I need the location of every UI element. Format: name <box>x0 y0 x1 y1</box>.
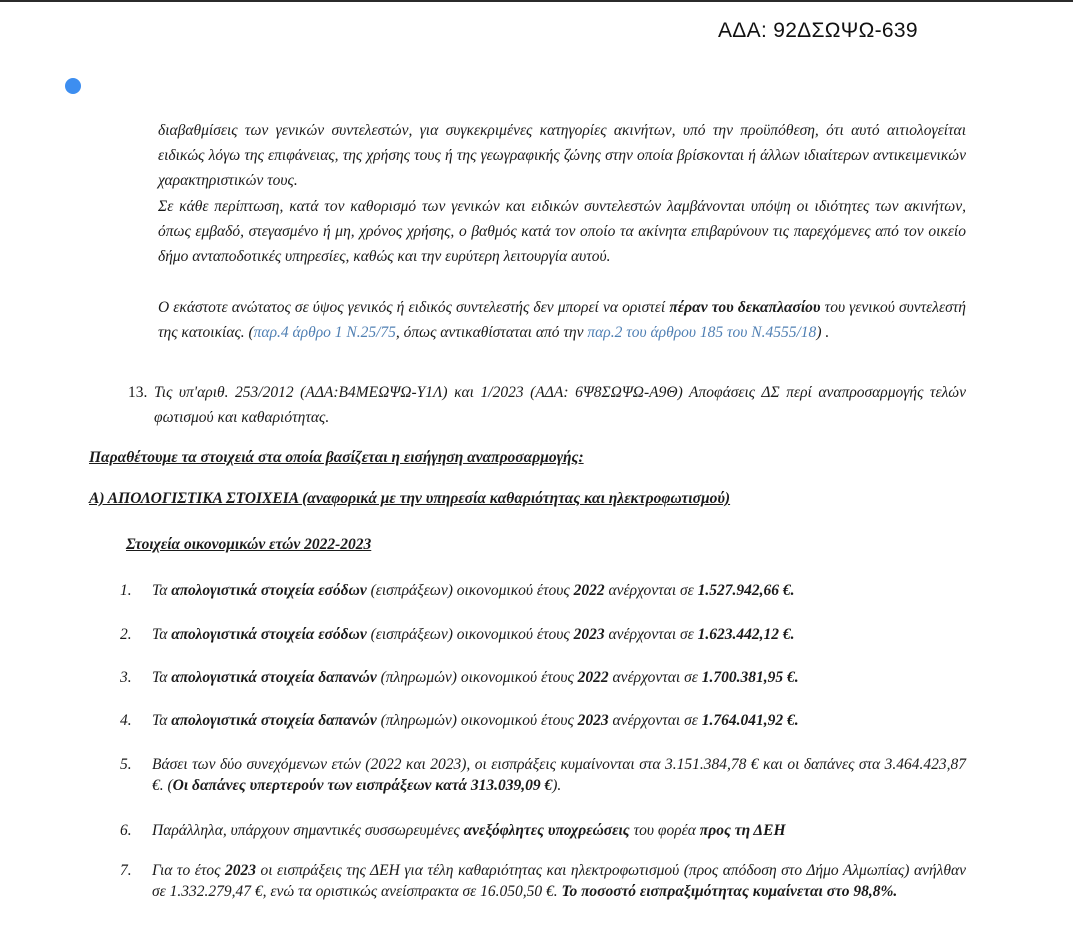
list-number: 13. <box>128 384 148 401</box>
list-number: 4. <box>120 712 132 729</box>
text-run: ) . <box>816 324 830 341</box>
text-run: (πληρωμών) οικονομικού έτους <box>376 669 578 686</box>
bold-run: 2023 <box>573 626 605 643</box>
bold-run: Το ποσοστό εισπραξιμότητας κυμαίνεται στο 98,8%. <box>561 883 898 900</box>
list-text <box>152 624 966 645</box>
list-item <box>120 820 966 841</box>
bold-run: 1.764.041,92 €. <box>701 712 799 729</box>
text-run: (πληρωμών) οικονομικού έτους <box>376 712 578 729</box>
list-text <box>152 754 966 796</box>
text-run: οι εισπράξεις της ΔΕΗ για τέλη καθαριότητας και ηλεκτροφωτισμού (προς απόδοση στο Δήμο Αλμωπίας) ανήλθαν σε 1.332.279,47 €, ενώ τα οριστικώς ανείσπρακτα σε 16.050,50 €. <box>152 862 967 900</box>
intro-paragraph-3 <box>158 295 966 345</box>
law-reference-link[interactable]: παρ.2 του άρθρου 185 του Ν.4555/18 <box>587 324 817 341</box>
list-number: 6. <box>120 822 132 839</box>
text-run: του φορέα <box>629 822 700 839</box>
top-border-line <box>0 0 1073 2</box>
bold-run: ανεξόφλητες υποχρεώσεις <box>463 822 630 839</box>
text-run: ανέρχονται σε <box>604 582 698 599</box>
section-intro-heading: Παραθέτουμε τα στοιχειά στα οποία βασίζεται η εισήγηση αναπροσαρμογής: <box>89 449 584 466</box>
list-item <box>120 710 966 731</box>
text-run: Για το έτος <box>152 862 225 879</box>
list-text <box>152 860 966 902</box>
text-run: Ο εκάστοτε ανώτατος σε ύψος γενικός ή ειδικός συντελεστής δεν μπορεί να οριστεί <box>158 299 670 316</box>
law-reference-link[interactable]: παρ.4 άρθρο 1 Ν.25/75 <box>253 324 396 341</box>
bold-run: 2023 <box>224 862 256 879</box>
list-text <box>152 820 966 841</box>
blue-dot-marker <box>65 78 81 94</box>
bold-run: 2022 <box>577 669 609 686</box>
list-number: 5. <box>120 756 132 773</box>
text-run: ανέρχονται σε <box>604 626 698 643</box>
list-number: 3. <box>120 669 132 686</box>
list-item <box>120 667 966 688</box>
bold-run: Οι δαπάνες υπερτερούν των εισπράξεων κατά 313.039,09 € <box>172 777 553 794</box>
bold-run: 1.527.942,66 €. <box>697 582 795 599</box>
bold-run: απολογιστικά στοιχεία δαπανών <box>171 669 377 686</box>
text-run: Τα <box>152 669 172 686</box>
text-run: Τα <box>152 626 172 643</box>
text-run: Τα <box>152 712 172 729</box>
ada-code: ΑΔΑ: 92ΔΣΩΨΩ-639 <box>718 19 918 42</box>
bold-run: 2022 <box>573 582 605 599</box>
bold-run: 2023 <box>577 712 609 729</box>
bold-run: 1.623.442,12 €. <box>697 626 795 643</box>
list-number: 1. <box>120 582 132 599</box>
bold-run: απολογιστικά στοιχεία εσόδων <box>171 626 367 643</box>
list-item <box>120 860 966 902</box>
text-run: Τα <box>152 582 172 599</box>
list-text: Τις υπ'αριθ. 253/2012 (ΑΔΑ:Β4ΜΕΩΨΩ-Υ1Λ) και 1/2023 (ΑΔΑ: 6Ψ8ΣΩΨΩ-Α9Θ) Αποφάσεις ΔΣ περί αναπροσαρμογής τελών φωτισμού και καθαριότητας. <box>154 384 966 426</box>
intro-paragraph-1: διαβαθμίσεις των γενικών συντελεστών, για συγκεκριμένες κατηγορίες ακινήτων, υπό την προϋπόθεση, ότι αυτό αιτιολογείται ειδικώς λόγω της επιφάνειας, της χρήσης τους ή της γεωγραφικής ζώνης στην οποία βρίσκονται ή άλλων ιδιαίτερων αντικειμενικών χαρακτηριστικών τους. <box>158 122 966 189</box>
text-run: του γενικού συντελεστή της κατοικίας. ( <box>158 299 966 341</box>
text-run: (εισπράξεων) οικονομικού έτους <box>366 582 574 599</box>
intro-paragraph-2: Σε κάθε περίπτωση, κατά τον καθορισμό των γενικών και ειδικών συντελεστών λαμβάνονται υπόψη οι ιδιότητες των ακινήτων, όπως εμβαδό, στεγασμένο ή μη, χρόνος χρήσης, ο βαθμός κατά τον οποίο τα ακίνητα επιβαρύνουν τις παρεχόμενες από τον οικείο δήμο ανταποδοτικές υπηρεσίες, καθώς και την ευρύτερη λειτουργία αυτού. <box>158 198 966 265</box>
text-run: Παράλληλα, υπάρχουν σημαντικές συσσωρευμένες <box>152 822 464 839</box>
list-text <box>152 667 966 688</box>
text-run: , όπως αντικαθίσταται από την <box>395 324 588 341</box>
list-number: 2. <box>120 626 132 643</box>
list-text <box>152 710 966 731</box>
list-text <box>152 580 966 601</box>
bold-run: 1.700.381,95 €. <box>701 669 799 686</box>
bold-run: προς τη ΔΕΗ <box>699 822 786 839</box>
list-item-13 <box>128 380 966 430</box>
financial-years-heading: Στοιχεία οικονομικών ετών 2022-2023 <box>126 536 372 553</box>
text-run: ανέρχονται σε <box>608 712 702 729</box>
bold-run: πέραν του δεκαπλασίου <box>669 299 821 316</box>
text-run: ανέρχονται σε <box>608 669 702 686</box>
list-number: 7. <box>120 862 132 879</box>
list-item <box>120 754 966 796</box>
list-item <box>120 580 966 601</box>
list-item <box>120 624 966 645</box>
text-run: Βάσει των δύο συνεχόμενων ετών (2022 και 2023), οι εισπράξεις κυμαίνονται στα 3.151.384,78 € και οι δαπάνες στα 3.464.423,87 €. ( <box>152 756 966 794</box>
text-run: ). <box>552 777 562 794</box>
bold-run: απολογιστικά στοιχεία εσόδων <box>171 582 367 599</box>
bold-run: απολογιστικά στοιχεία δαπανών <box>171 712 377 729</box>
text-run: (εισπράξεων) οικονομικού έτους <box>366 626 574 643</box>
section-a-heading: Α) ΑΠΟΛΟΓΙΣΤΙΚΑ ΣΤΟΙΧΕΙΑ (αναφορικά με την υπηρεσία καθαριότητας και ηλεκτροφωτισμού) <box>89 490 731 507</box>
